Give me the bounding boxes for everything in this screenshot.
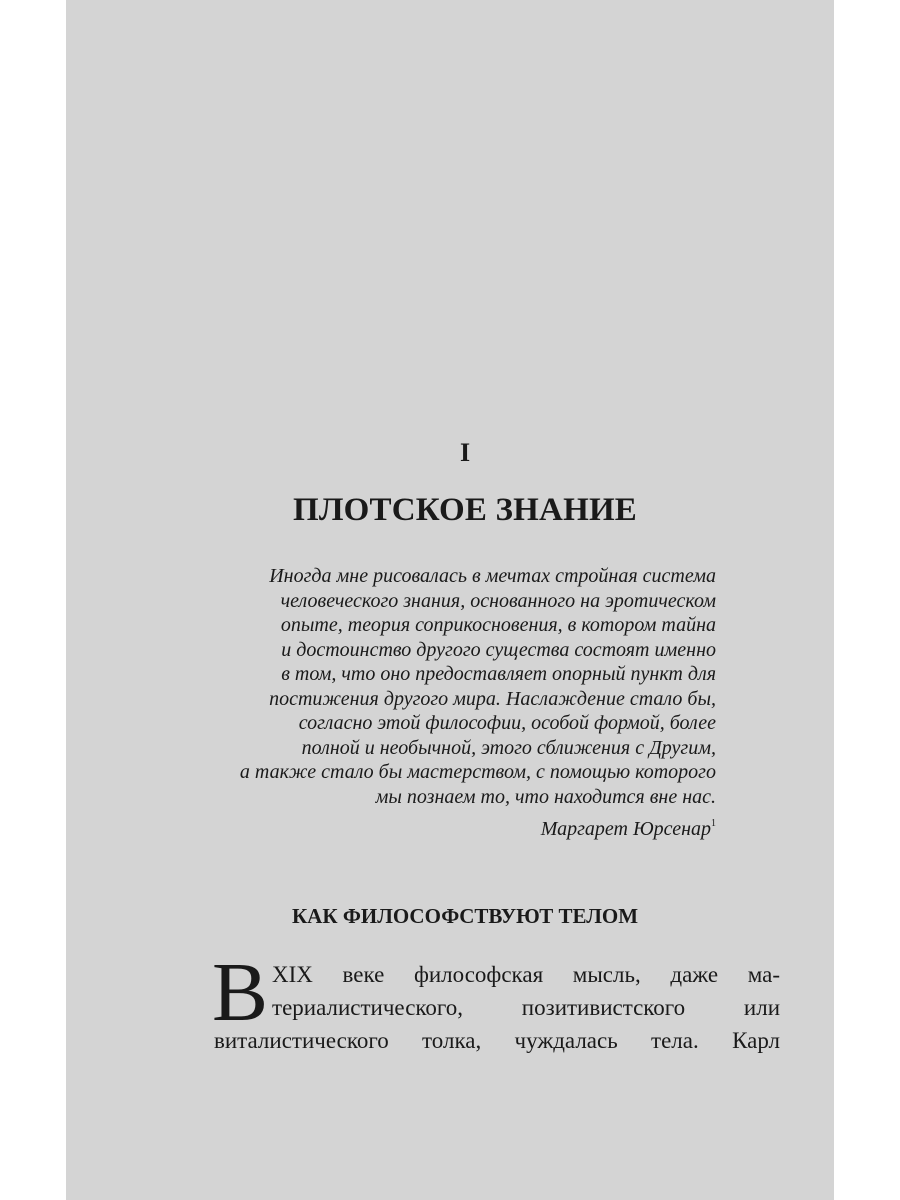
epigraph-line: человеческого знания, основанного на эротическом <box>280 589 716 612</box>
epigraph-author-name: Маргарет Юрсенар <box>540 818 711 840</box>
epigraph-line: мы познаем то, что находится вне нас. <box>375 785 716 808</box>
chapter-number: I <box>459 438 471 467</box>
epigraph <box>156 564 716 809</box>
body-line: териалистического, позитивистского или <box>272 995 780 1020</box>
book-page <box>66 0 834 1200</box>
body-paragraph <box>212 946 780 1057</box>
body-line: XIX веке философская мысль, даже ма- <box>272 962 780 987</box>
epigraph-line: и достоинство другого существа состоят именно <box>281 638 716 661</box>
epigraph-line: а также стало бы мастерством, с помощью которого <box>239 761 716 783</box>
chapter-title: ПЛОТСКОЕ ЗНАНИЕ <box>292 492 638 528</box>
epigraph-line: полной и необычной, этого сближения с Другим, <box>301 736 716 759</box>
epigraph-line: Иногда мне рисовалась в мечтах стройная система <box>269 565 716 587</box>
body-line: виталистического толка, чуждалась тела. Карл <box>214 1028 780 1053</box>
footnote-mark: 1 <box>711 818 716 829</box>
epigraph-line: опыте, теория соприкосновения, в котором тайна <box>280 614 716 636</box>
drop-cap: В <box>212 946 269 1039</box>
epigraph-line: согласно этой философии, особой формой, более <box>298 712 716 734</box>
epigraph-line: в том, что оно предоставляет опорный пункт для <box>281 663 716 685</box>
epigraph-line: постижения другого мира. Наслаждение стало бы, <box>269 687 716 710</box>
section-heading: КАК ФИЛОСОФСТВУЮТ ТЕЛОМ <box>291 904 639 928</box>
epigraph-author <box>541 812 716 841</box>
